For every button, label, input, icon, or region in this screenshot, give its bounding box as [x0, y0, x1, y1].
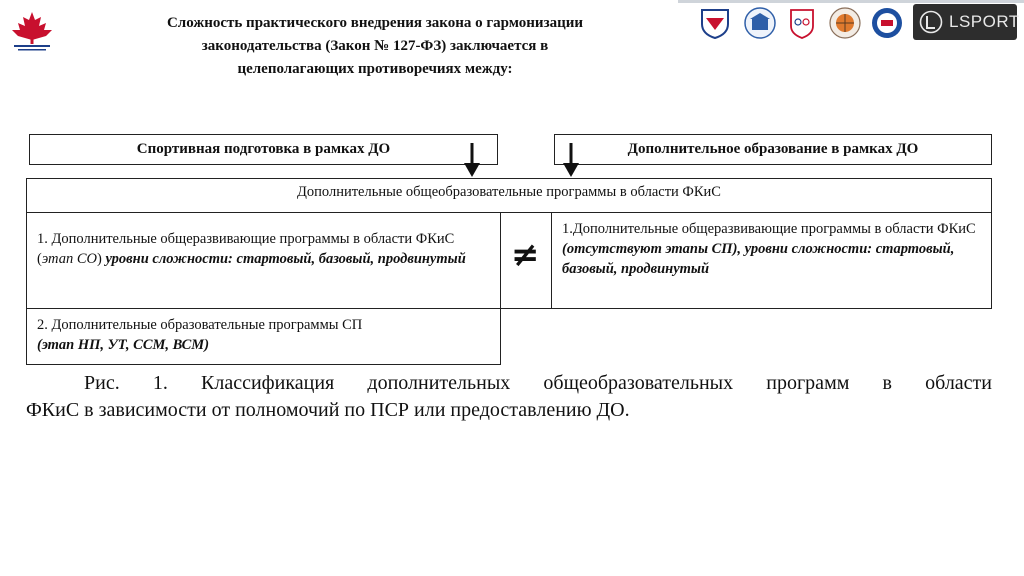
caption-line-2: ФКиС в зависимости от полномочий по ПСР или предоставлению ДО. [26, 399, 630, 421]
header-bar [678, 0, 1024, 3]
not-equal-symbol: ≠ [511, 235, 540, 275]
shield-logo-icon [698, 6, 732, 40]
title-line-1: Сложность практического внедрения закона о гармонизации [166, 15, 584, 31]
right-header-text: Дополнительное образование в рамках ДО [627, 141, 919, 157]
title-line-2: законодательства (Закон № 127-ФЗ) заключается в [201, 38, 549, 54]
right-program-cell [551, 212, 992, 309]
left-cell-plain: 1. Дополнительные общеразвивающие программы в области ФКиС ( [37, 231, 455, 267]
basketball-logo-icon [828, 6, 862, 40]
bottom-program-cell [26, 308, 501, 365]
crest-logo-icon [785, 6, 819, 40]
down-arrow-right-icon [561, 143, 581, 179]
middle-header-text: Дополнительные общеобразовательные программы в области ФКиС [297, 184, 721, 200]
lsport-emblem-icon [919, 10, 943, 34]
left-program-cell [26, 212, 501, 309]
slide-title [80, 12, 670, 81]
left-header-text: Спортивная подготовка в рамках ДО [136, 141, 391, 157]
right-cell-levels: (отсутствуют этапы СП), уровни сложности: стартовый, базовый, продвинутый [562, 241, 955, 277]
building-logo-icon [743, 6, 777, 40]
middle-header-box [26, 178, 992, 213]
right-cell-plain: 1.Дополнительные общеразвивающие программы в области ФКиС [562, 221, 976, 237]
right-header-box [554, 134, 992, 165]
left-cell-stage: этап СО [41, 251, 97, 267]
down-arrow-left-icon [462, 143, 482, 179]
caption-line-1: Рис. 1. Классификация дополнительных общеобразовательных программ в области [84, 372, 992, 394]
neq-cell [500, 212, 552, 309]
maple-leaf-logo-icon [8, 10, 56, 54]
left-cell-levels: уровни сложности: стартовый, базовый, продвинутый [101, 251, 466, 267]
lsport-logo [913, 4, 1020, 40]
left-cell-close: ) [96, 251, 102, 267]
left-header-box [29, 134, 498, 165]
lsport-label: LSPORT [949, 12, 1020, 31]
title-line-3: целеполагающих противоречиях между: [237, 61, 513, 77]
figure-caption [26, 370, 992, 424]
bottom-cell-stages: (этап НП, УТ, ССМ, ВСМ) [37, 337, 210, 353]
badge-logo-icon [870, 6, 904, 40]
bottom-cell-plain: 2. Дополнительные образовательные программы СП [37, 317, 363, 333]
